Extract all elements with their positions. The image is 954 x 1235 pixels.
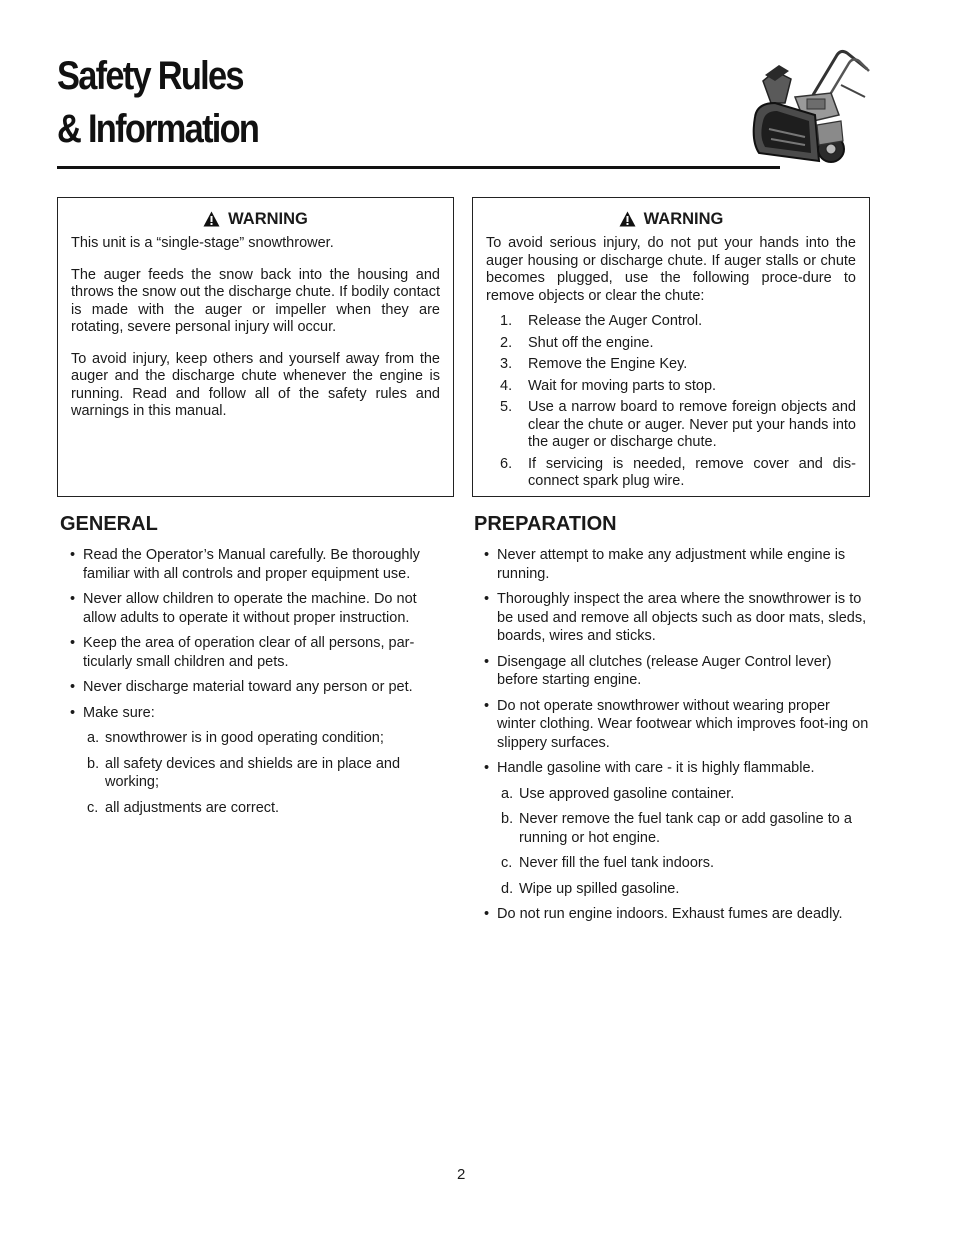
list-item-text: snowthrower is in good operating condition; — [105, 730, 384, 746]
warning-paragraph: The auger feeds the snow back into the housing and throws the snow out the discharge chute. If bodily contact is made with the auger or impeller when they are rotating, severe personal injury will occur. — [71, 266, 440, 335]
sub-list-item — [474, 785, 872, 804]
warning-box-left — [57, 197, 454, 497]
list-item-text: Thoroughly inspect the area where the snowthrower is to be used and remove all objects such as door mats, sleds, boards, wires and sticks. — [497, 591, 867, 644]
list-item-text: Never attempt to make any adjustment while engine is running. — [497, 547, 846, 582]
sub-list-item — [60, 799, 452, 818]
step-text: Shut off the engine. — [528, 334, 654, 351]
procedure-step — [486, 335, 856, 353]
bullet-marker: • — [70, 679, 76, 695]
bullet-marker: • — [70, 591, 76, 607]
list-item-text: Do not operate snowthrower without wearing proper winter clothing. Wear footwear which improves foot-ing on slippery surfaces. — [497, 697, 869, 751]
list-item — [60, 546, 452, 583]
list-item-text: Read the Operator’s Manual carefully. Be thoroughly familiar with all controls and proper equipment use. — [83, 547, 420, 582]
list-item-text: Never allow children to operate the machine. Do not allow adults to operate it without proper instruction. — [83, 591, 417, 626]
general-section — [60, 510, 452, 824]
procedure-step — [486, 399, 856, 452]
warning-intro: To avoid serious injury, do not put your hands into the auger housing or discharge chute. If auger stalls or chute becomes plugged, use the following proce-dure to remove objects or clear the chute: — [486, 235, 856, 304]
section-heading: PREPARATION — [474, 513, 617, 535]
list-item-text: Never discharge material toward any person or pet. — [83, 679, 413, 695]
list-item-text: Wipe up spilled gasoline. — [519, 880, 680, 897]
procedure-step — [486, 456, 856, 491]
bullet-marker: • — [484, 906, 490, 922]
step-text: Use a narrow board to remove foreign objects and clear the chute or auger. Never put your hands into the auger or discharge chute. — [528, 399, 856, 450]
step-text: Release the Auger Control. — [528, 313, 703, 329]
bullet-marker: • — [70, 635, 76, 651]
step-number: 2. — [500, 334, 513, 351]
warning-heading — [71, 207, 440, 231]
sub-list-item — [60, 755, 452, 792]
sub-marker: b. — [501, 811, 514, 827]
sub-marker: a. — [87, 730, 100, 746]
warning-heading-text: WARNING — [228, 210, 308, 228]
step-number: 3. — [500, 356, 513, 372]
page-title-line-1: Safety Rules — [57, 54, 243, 98]
warning-heading-text: WARNING — [643, 210, 724, 228]
rules-list — [60, 546, 452, 817]
bullet-marker: • — [484, 760, 490, 776]
sub-marker: c. — [87, 799, 99, 816]
sub-marker: d. — [501, 880, 514, 897]
list-item — [60, 678, 452, 697]
sub-list-item — [474, 854, 872, 873]
bullet-marker: • — [484, 591, 490, 607]
procedure-step — [486, 313, 856, 331]
list-item-text: Do not run engine indoors. Exhaust fumes are deadly. — [497, 906, 843, 922]
list-item-text: Make sure: — [83, 704, 155, 721]
bullet-marker: • — [484, 547, 490, 563]
bullet-marker: • — [70, 547, 76, 563]
sub-list-item — [474, 810, 872, 847]
step-number: 4. — [500, 377, 513, 394]
bullet-marker: • — [70, 704, 76, 721]
list-item-text: all safety devices and shields are in place and working; — [105, 755, 401, 790]
sub-marker: a. — [501, 785, 514, 802]
step-text: If servicing is needed, remove cover and dis-connect spark plug wire. — [528, 455, 856, 489]
list-item — [60, 590, 452, 627]
list-item — [474, 697, 872, 753]
list-item-text: Use approved gasoline container. — [519, 785, 735, 802]
page-title — [57, 50, 258, 156]
step-text: Wait for moving parts to stop. — [528, 377, 717, 394]
preparation-section — [474, 510, 872, 931]
procedure-steps — [486, 313, 856, 491]
warning-box-right — [472, 197, 870, 497]
section-heading: GENERAL — [60, 513, 158, 535]
sub-marker: c. — [501, 855, 513, 871]
procedure-step — [486, 378, 856, 396]
step-text: Remove the Engine Key. — [528, 356, 688, 372]
list-item-text: Never fill the fuel tank indoors. — [519, 855, 715, 871]
list-item-text: Handle gasoline with care - it is highly flammable. — [497, 760, 815, 776]
sub-marker: b. — [87, 755, 100, 772]
warning-triangle-icon — [203, 211, 220, 227]
snowthrower-illustration — [745, 45, 875, 170]
list-item — [60, 704, 452, 723]
warning-heading — [486, 207, 856, 231]
sub-list-item — [60, 729, 452, 748]
list-item — [474, 759, 872, 778]
warning-triangle-icon — [619, 211, 636, 227]
step-number: 1. — [500, 313, 513, 329]
warning-paragraph: To avoid injury, keep others and yourself away from the auger and the discharge chute whenever the engine is running. Read and follow all of the safety rules and warnings in this manual. — [71, 350, 440, 419]
bullet-marker: • — [484, 697, 490, 714]
list-item — [60, 634, 452, 671]
list-item-text: Never remove the fuel tank cap or add gasoline to a running or hot engine. — [519, 811, 852, 846]
procedure-step — [486, 356, 856, 374]
list-item-text: Disengage all clutches (release Auger Control lever) before starting engine. — [497, 653, 832, 688]
step-number: 5. — [500, 399, 513, 415]
list-item — [474, 653, 872, 690]
warning-paragraph: This unit is a “single-stage” snowthrower. — [71, 235, 334, 251]
list-item-text: all adjustments are correct. — [105, 799, 280, 816]
list-item — [474, 546, 872, 583]
page-title-line-2: & Information — [57, 107, 259, 151]
list-item-text: Keep the area of operation clear of all persons, par-ticularly small children and pets. — [83, 635, 415, 670]
step-number: 6. — [500, 455, 513, 472]
list-item — [474, 590, 872, 646]
list-item — [474, 905, 872, 924]
sub-list-item — [474, 880, 872, 899]
rules-list — [474, 546, 872, 924]
page-number: 2 — [457, 1166, 466, 1183]
bullet-marker: • — [484, 653, 490, 670]
header-divider — [57, 166, 780, 169]
